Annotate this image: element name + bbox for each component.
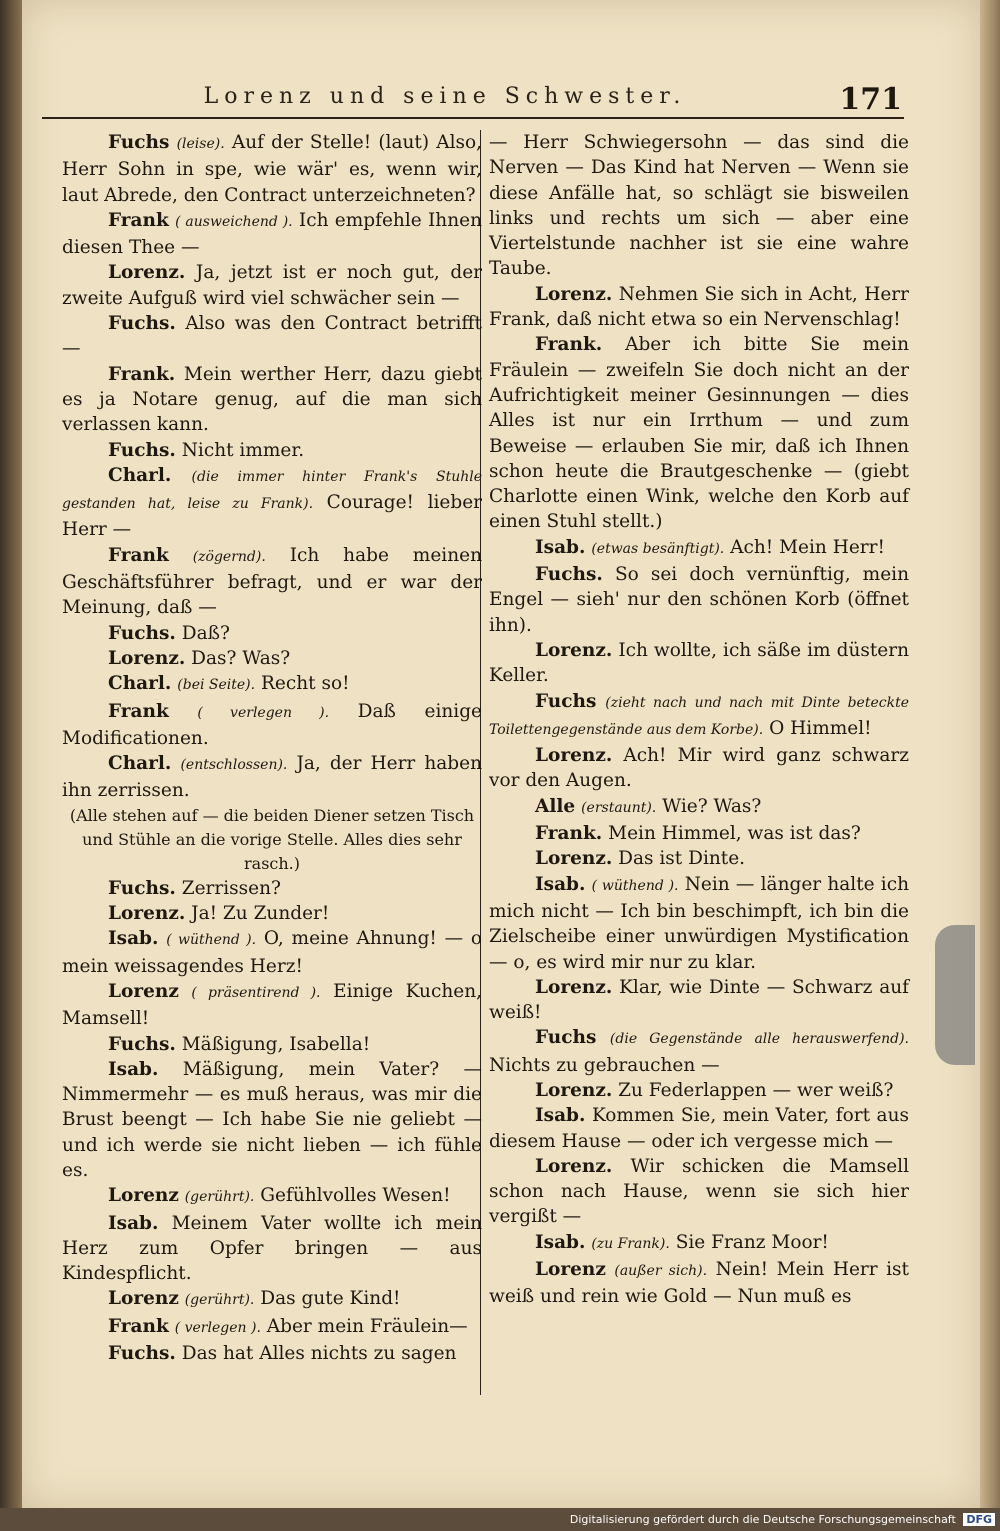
dialogue-text: Auf der Stelle! (laut) Also, Herr Sohn in spe, wie wär' es, wenn wir, laut Abrede, den Contract unterzeichneten? <box>62 132 483 206</box>
dialogue-text: Aber mein Fräulein— <box>266 1315 468 1337</box>
dialogue-line <box>489 1154 909 1230</box>
dialogue-line <box>62 130 482 208</box>
speaker-name: Lorenz. <box>535 283 613 305</box>
dialogue-line <box>489 689 909 744</box>
page-number: 171 <box>839 82 902 117</box>
dialogue-text: Mäßigung, mein Vater? — Nimmermehr — es muß heraus, was mir die Brust beengt — Ich habe Sie nie geliebt — und ich werde sie nicht lieben — ich fühle es. <box>62 1058 482 1181</box>
stage-direction-inline: (bei Seite). <box>177 677 256 694</box>
dialogue-text: Daß einige Modificationen. <box>62 700 482 749</box>
speaker-name: Fuchs <box>535 1027 597 1049</box>
dialogue-line <box>62 751 482 804</box>
speaker-name: Fuchs. <box>535 564 603 586</box>
speaker-name: Lorenz. <box>108 903 186 925</box>
dialogue-line <box>62 646 482 671</box>
dialogue-line <box>489 332 909 534</box>
speaker-name: Fuchs. <box>108 1033 176 1055</box>
dialogue-text: So sei doch vernünftig, mein Engel — sieh' nur den schönen Korb (öffnet ihn). <box>489 564 909 636</box>
dialogue-line <box>62 1314 482 1341</box>
speaker-name: Lorenz. <box>108 647 186 669</box>
stage-direction-inline: (die Gegenstände alle herauswerfend). <box>609 1031 909 1048</box>
dialogue-text: Aber ich bitte Sie mein Fräulein — zweifeln Sie doch nicht an der Aufrichtigkeit meiner Gesinnungen — dies Alles ist nur ein Irrthum — und zum Beweise — erlauben Sie mir, daß ich Ihnen schon heute die Brautgeschenke — (giebt Charlotte einen Wink, welche den Korb auf einen Stuhl stellt.) <box>489 334 909 533</box>
speaker-name: Isab. <box>108 928 159 950</box>
dialogue-text: Nichts zu gebrauchen — <box>489 1054 720 1076</box>
speaker-name: Charl. <box>108 464 172 486</box>
speaker-name: Lorenz <box>108 1185 179 1207</box>
dialogue-text: Klar, wie Dinte — Schwarz auf weiß! <box>489 976 909 1024</box>
dialogue-line <box>489 562 909 638</box>
stage-direction-inline: (etwas besänftigt). <box>591 540 725 557</box>
stage-direction-inline: (außer sich). <box>614 1263 708 1280</box>
dialogue-text: Ich wollte, ich säße im düstern Keller. <box>489 639 909 687</box>
speaker-name: Lorenz. <box>535 848 613 870</box>
dialogue-text: Mein Himmel, was ist das? <box>608 823 861 845</box>
dialogue-line <box>489 535 909 562</box>
dialogue-text: Zu Federlappen — wer weiß? <box>618 1079 894 1101</box>
dialogue-text: Ja! Zu Zunder! <box>191 903 330 925</box>
speaker-name: Lorenz <box>108 980 179 1002</box>
dialogue-line <box>62 876 482 901</box>
speaker-name: Isab. <box>535 873 586 895</box>
dialogue-line <box>62 1057 482 1183</box>
page-edge <box>980 0 1000 1508</box>
speaker-name: Fuchs. <box>108 622 176 644</box>
dialogue-text: Kommen Sie, mein Vater, fort aus diesem Hause — oder ich vergesse mich — <box>489 1105 909 1152</box>
dialogue-text: Also was den Contract betrifft — <box>62 313 482 360</box>
dialogue-text: Mein werther Herr, dazu giebt es ja Notare genug, auf die man sich verlassen kann. <box>62 363 482 436</box>
dialogue-text: Ja, jetzt ist er noch gut, der zweite Aufguß wird viel schwächer sein — <box>62 262 482 309</box>
dialogue-line <box>62 463 482 543</box>
speaker-name: Frank <box>108 700 169 722</box>
dialogue-text: Nein — länger halte ich mich nicht — Ich bin beschimpft, ich bin die Zielscheibe einer unwürdigen Mystification — o, es wird mir nur zu klar. <box>489 873 909 973</box>
footer-text: Digitalisierung gefördert durch die Deutsche Forschungsgemeinschaft <box>569 1513 956 1526</box>
dfg-logo: DFG <box>963 1513 995 1526</box>
dialogue-line <box>62 671 482 698</box>
speaker-name: Frank <box>108 209 169 231</box>
stage-direction-inline: (leise). <box>176 136 225 152</box>
speaker-name: Frank. <box>108 363 176 385</box>
dialogue-text: Nehmen Sie sich in Acht, Herr Frank, daß nicht etwa so ein Nervenschlag! <box>489 283 909 331</box>
stage-direction-inline: (gerührt). <box>184 1189 255 1206</box>
dialogue-text: O Himmel! <box>769 717 872 739</box>
speaker-name: Fuchs. <box>108 313 176 335</box>
dialogue-text: Daß? <box>181 622 230 644</box>
dialogue-line <box>489 1230 909 1257</box>
stage-direction-inline: (gerührt). <box>184 1292 255 1309</box>
dialogue-line <box>62 1286 482 1313</box>
dialogue-line <box>489 821 909 846</box>
book-spine <box>0 0 22 1508</box>
speaker-name: Fuchs <box>535 690 597 712</box>
dialogue-line <box>489 743 909 794</box>
dialogue-text: Courage! lieber Herr — <box>62 492 482 541</box>
speaker-name: Isab. <box>108 1212 159 1234</box>
stage-direction-inline: ( verlegen ). <box>197 704 330 721</box>
dialogue-text: Ja, der Herr haben ihn zerrissen. <box>62 753 482 802</box>
dialogue-line <box>489 1103 909 1154</box>
dialogue-line <box>62 621 482 646</box>
stage-direction-inline: (die immer hinter Frank's Stuhle gestanden hat, leise zu Frank). <box>62 468 483 513</box>
footer <box>560 1513 995 1526</box>
dialogue-text: Mäßigung, Isabella! <box>181 1033 371 1055</box>
stage-direction-inline: (entschlossen). <box>180 757 288 774</box>
speaker-name: Frank <box>108 544 169 566</box>
dialogue-text: Sie Franz Moor! <box>675 1231 829 1253</box>
dialogue-line <box>62 1341 482 1366</box>
dialogue-line <box>489 794 909 821</box>
dialogue-text: Das? Was? <box>191 647 291 669</box>
stage-direction-inline: (erstaunt). <box>581 799 657 816</box>
scanner-thumb <box>935 925 975 1065</box>
dialogue-line <box>489 846 909 871</box>
stage-direction-inline: ( ausweichend ). <box>175 213 293 230</box>
speaker-name: Lorenz <box>108 1288 179 1310</box>
speaker-name: Isab. <box>535 536 586 558</box>
dialogue-text: Ich empfehle Ihnen diesen Thee — <box>62 209 482 259</box>
right-column <box>489 130 909 1310</box>
speaker-name: Lorenz <box>535 1259 606 1281</box>
dialogue-line <box>62 362 482 438</box>
speaker-name: Lorenz. <box>535 745 613 767</box>
speaker-name: Isab. <box>535 1105 586 1127</box>
dialogue-text: Ich habe meinen Geschäftsführer befragt, und er war der Meinung, daß — <box>62 544 482 619</box>
speaker-name: Isab. <box>108 1058 159 1080</box>
dialogue-line <box>489 638 909 689</box>
dialogue-line <box>489 130 909 282</box>
speaker-name: Fuchs. <box>108 439 176 461</box>
stage-direction: (Alle stehen auf — die beiden Diener setzen Tisch und Stühle an die vorige Stelle. Alles dies sehr rasch.) <box>69 805 475 873</box>
dialogue-line <box>62 979 482 1032</box>
speaker-name: Charl. <box>108 753 172 775</box>
dialogue-text: Nein! Mein Herr ist weiß und rein wie Gold — Nun muß es <box>489 1259 909 1308</box>
speaker-name: Lorenz. <box>108 262 186 284</box>
dialogue-line <box>62 1183 482 1210</box>
dialogue-text: Das ist Dinte. <box>618 848 746 870</box>
stage-direction-inline: (zieht nach und nach mit Dinte beteckte Toilettengegenstände aus dem Korbe). <box>489 694 909 738</box>
dialogue-text: Wie? Was? <box>662 795 762 817</box>
speaker-name: Frank <box>108 1315 169 1337</box>
dialogue-line <box>62 543 482 621</box>
dialogue-text: Gefühlvolles Wesen! <box>260 1185 451 1207</box>
header-rule <box>42 117 904 119</box>
dialogue-text: Einige Kuchen, Mamsell! <box>62 980 482 1030</box>
stage-direction-inline: ( präsentirend ). <box>191 984 321 1001</box>
dialogue-text: Recht so! <box>261 673 350 695</box>
dialogue-line <box>489 1025 909 1078</box>
speaker-name: Frank. <box>535 334 603 356</box>
dialogue-text: Das hat Alles nichts zu sagen <box>181 1343 457 1365</box>
running-title: Lorenz und seine Schwester. <box>203 84 687 109</box>
speaker-name: Alle <box>535 795 576 817</box>
dialogue-text: Zerrissen? <box>181 877 281 899</box>
stage-direction-inline: ( wüthend ). <box>166 932 257 949</box>
speaker-name: Lorenz. <box>535 1155 613 1177</box>
dialogue-line <box>489 1257 909 1310</box>
left-column <box>62 130 482 1366</box>
dialogue-line <box>62 1211 482 1287</box>
speaker-name: Isab. <box>535 1231 586 1253</box>
speaker-name: Fuchs <box>108 132 170 153</box>
dialogue-line <box>62 438 482 463</box>
dialogue-text: Das gute Kind! <box>260 1288 401 1310</box>
dialogue-line <box>489 1078 909 1103</box>
dialogue-text: — Herr Schwiegersohn — das sind die Nerven — Das Kind hat Nerven — Wenn sie diese Anfälle hat, so schlägt sie bisweilen links und rechts um sich — aber eine Viertelstunde nachher ist sie eine wahre Taube. <box>489 132 909 280</box>
stage-direction-inline: (zu Frank). <box>591 1235 670 1252</box>
dialogue-text: Ach! Mir wird ganz schwarz vor den Augen. <box>489 745 909 792</box>
speaker-name: Fuchs. <box>108 1343 176 1365</box>
dialogue-text: Meinem Vater wollte ich mein Herz zum Opfer bringen — aus Kindespflicht. <box>62 1212 483 1285</box>
dialogue-line <box>489 282 909 333</box>
speaker-name: Lorenz. <box>535 1079 613 1101</box>
dialogue-line <box>62 208 482 261</box>
dialogue-line <box>62 311 482 362</box>
speaker-name: Fuchs. <box>108 877 176 899</box>
stage-direction-inline: ( verlegen ). <box>174 1319 261 1336</box>
speaker-name: Charl. <box>108 673 172 695</box>
dialogue-text: O, meine Ahnung! — o mein weissagendes Herz! <box>62 928 482 977</box>
speaker-name: Frank. <box>535 823 603 845</box>
dialogue-line <box>489 975 909 1026</box>
dialogue-line <box>489 872 909 975</box>
dialogue-line <box>62 699 482 752</box>
stage-direction-inline: ( wüthend ). <box>591 877 679 894</box>
dialogue-line <box>62 926 482 979</box>
dialogue-text: Wir schicken die Mamsell schon nach Hause, wenn sie sich hier vergißt — <box>489 1155 909 1228</box>
dialogue-line <box>62 260 482 311</box>
speaker-name: Lorenz. <box>535 976 613 998</box>
dialogue-text: Ach! Mein Herr! <box>730 536 885 558</box>
dialogue-line <box>62 1032 482 1057</box>
speaker-name: Lorenz. <box>535 639 613 661</box>
dialogue-text: Nicht immer. <box>181 439 305 461</box>
stage-direction-inline: (zögernd). <box>192 548 266 565</box>
dialogue-line <box>62 901 482 926</box>
